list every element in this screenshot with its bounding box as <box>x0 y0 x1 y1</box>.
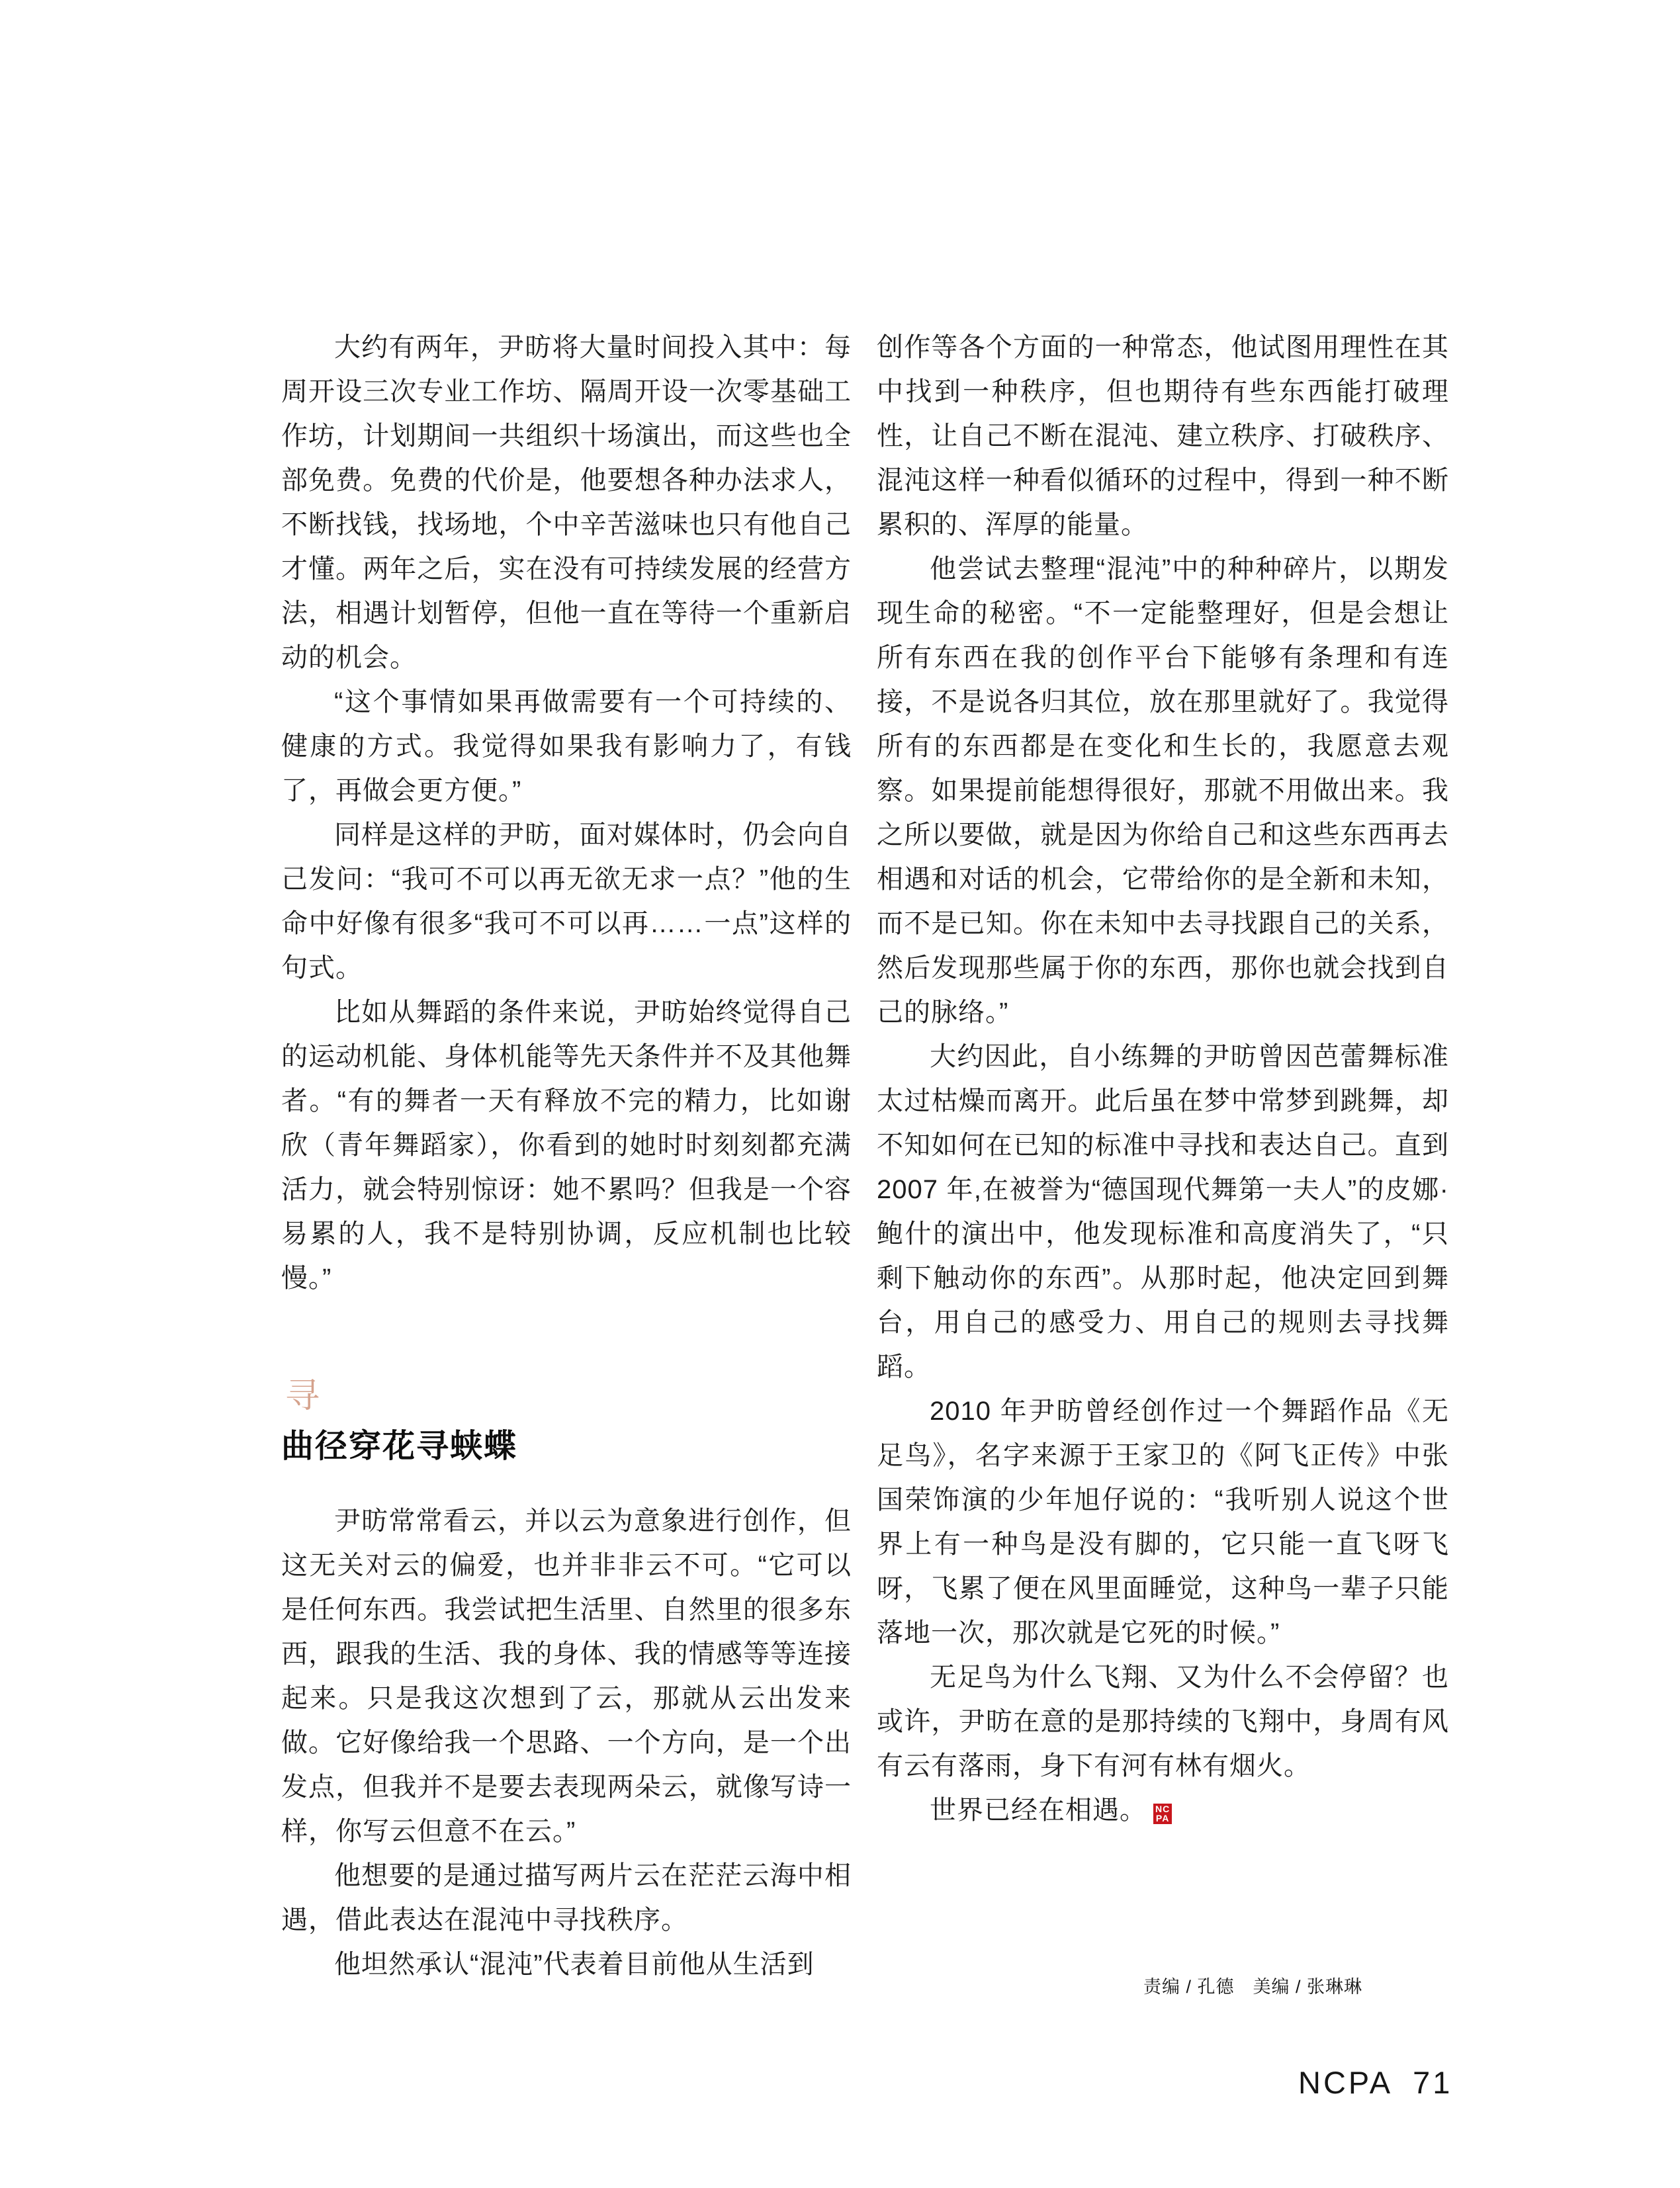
section-heading: 曲径穿花寻蛱蝶 <box>281 1428 518 1464</box>
closing-text: 世界已经在相遇。 <box>930 1796 1147 1825</box>
body-paragraph: 尹昉常常看云，并以云为意象进行创作，但这无关对云的偏爱，也并非非云不可。“它可以是任何东西。我尝试把生活里、自然里的很多东西，跟我的生活、我的身体、我的情感等等连接起来。只是我这次想到了云，那就从云出发来做。它好像给我一个思路、一个方向，是一个出发点，但我并不是要去表现两朵云，就像写诗一样，你写云但意不在云。” <box>281 1507 852 1846</box>
right-column <box>877 326 1449 1833</box>
left-column <box>281 326 852 1987</box>
ncpa-seal-line2: PA <box>1155 1813 1170 1823</box>
credits-line: 责编 / 孔德 美编 / 张琳琳 <box>1143 1977 1363 1997</box>
body-paragraph: 他想要的是通过描写两片云在茫茫云海中相遇，借此表达在混沌中寻找秩序。 <box>281 1861 852 1935</box>
body-paragraph: 创作等各个方面的一种常态，他试图用理性在其中找到一种秩序，但也期待有些东西能打破理性，让自己不断在混沌、建立秩序、打破秩序、混沌这样一种看似循环的过程中，得到一种不断累积的、浑厚的能量。 <box>877 333 1449 539</box>
body-paragraph: “这个事情如果再做需要有一个可持续的、健康的方式。我觉得如果我有影响力了，有钱了，再做会更方便。” <box>281 687 852 805</box>
body-paragraph: 同样是这样的尹昉，面对媒体时，仍会向自己发问：“我可不可以再无欲无求一点？”他的生命中好像有很多“我可不可以再……一点”这样的句式。 <box>281 820 852 983</box>
ncpa-seal-line1: NC <box>1155 1804 1171 1814</box>
ncpa-seal-logo <box>1153 1804 1172 1824</box>
section-header-block <box>281 1376 852 1465</box>
footer-brand: NCPA <box>1298 2065 1393 2100</box>
body-paragraph: 大约有两年，尹昉将大量时间投入其中：每周开设三次专业工作坊、隔周开设一次零基础工作坊，计划期间一共组织十场演出，而这些也全部免费。免费的代价是，他要想各种办法求人，不断找钱，找场地，个中辛苦滋味也只有他自己才懂。两年之后，实在没有可持续发展的经营方法，相遇计划暂停，但他一直在等待一个重新启动的机会。 <box>281 333 852 672</box>
closing-paragraph <box>877 1788 1449 1833</box>
body-paragraph: 无足鸟为什么飞翔、又为什么不会停留？也或许，尹昉在意的是那持续的飞翔中，身周有风有云有落雨，身下有河有林有烟火。 <box>877 1663 1449 1780</box>
section-drop-char: 寻 <box>285 1376 321 1416</box>
body-paragraph: 2010 年尹昉曾经创作过一个舞蹈作品《无足鸟》，名字来源于王家卫的《阿飞正传》中张国荣饰演的少年旭仔说的：“我听别人说这个世界上有一种鸟是没有脚的，它只能一直飞呀飞呀，飞累了便在风里面睡觉，这种鸟一辈子只能落地一次，那次就是它死的时候。” <box>877 1397 1449 1647</box>
body-paragraph: 比如从舞蹈的条件来说，尹昉始终觉得自己的运动机能、身体机能等先天条件并不及其他舞者。“有的舞者一天有释放不完的精力，比如谢欣（青年舞蹈家），你看到的她时时刻刻都充满活力，就会特别惊讶：她不累吗？但我是一个容易累的人，我不是特别协调，反应机制也比较慢。” <box>281 998 852 1293</box>
body-paragraph: 他尝试去整理“混沌”中的种种碎片，以期发现生命的秘密。“不一定能整理好，但是会想让所有东西在我的创作平台下能够有条理和有连接，不是说各归其位，放在那里就好了。我觉得所有的东西都是在变化和生长的，我愿意去观察。如果提前能想得很好，那就不用做出来。我之所以要做，就是因为你给自己和这些东西再去相遇和对话的机会，它带给你的是全新和未知，而不是已知。你在未知中去寻找跟自己的关系，然后发现那些属于你的东西，那你也就会找到自己的脉络。” <box>877 554 1449 1027</box>
body-paragraph: 他坦然承认“混沌”代表着目前他从生活到 <box>334 1950 815 1979</box>
body-paragraph: 大约因此，自小练舞的尹昉曾因芭蕾舞标准太过枯燥而离开。此后虽在梦中常梦到跳舞，却不知如何在已知的标准中寻找和表达自己。直到 2007 年,在被誉为“德国现代舞第一夫人”的皮娜·鲍什的演出中，他发现标准和高度消失了，“只剩下触动你的东西”。从那时起，他决定回到舞台，用自己的感受力、用自己的规则去寻找舞蹈。 <box>877 1042 1449 1381</box>
page-footer <box>1298 2066 1452 2100</box>
footer-page-number: 71 <box>1413 2065 1453 2100</box>
